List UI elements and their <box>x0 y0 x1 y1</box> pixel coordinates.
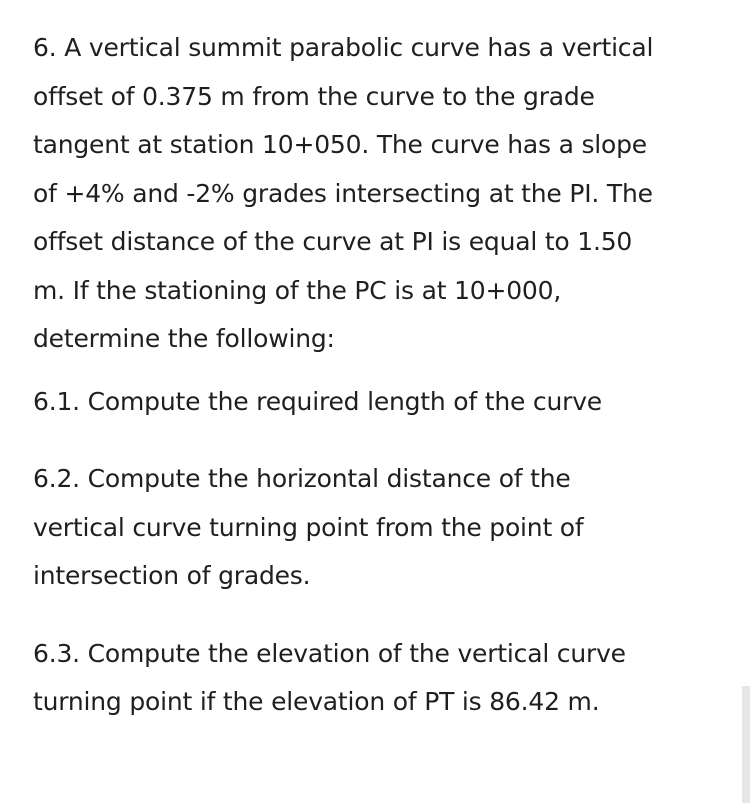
problem-line: tangent at station 10+050. The curve has a slope <box>33 130 647 159</box>
problem-line: of +4% and -2% grades intersecting at the PI. The <box>33 178 653 208</box>
problem-line: offset distance of the curve at PI is equal to 1.50 <box>33 227 633 256</box>
problem-line: m. If the stationing of the PC is at 10+000, <box>33 275 562 305</box>
problem-line: 6. A vertical summit parabolic curve has a vertical <box>33 33 654 62</box>
scrollbar[interactable] <box>742 686 750 803</box>
problem-line: offset of 0.375 m from the curve to the grade <box>33 81 595 111</box>
question-line: 6.1. Compute the required length of the curve <box>33 386 602 416</box>
question-line: vertical curve turning point from the point of <box>33 512 584 542</box>
question-line: intersection of grades. <box>33 561 311 590</box>
question-6-2 <box>33 455 733 601</box>
question-6-1 <box>33 378 733 427</box>
question-6-3 <box>33 630 733 727</box>
problem-line: determine the following: <box>33 324 335 353</box>
problem-statement <box>33 24 733 364</box>
question-line: 6.3. Compute the elevation of the vertical curve <box>33 638 626 668</box>
problem-content <box>33 24 733 727</box>
question-line: turning point if the elevation of PT is 86.42 m. <box>33 687 600 716</box>
question-line: 6.2. Compute the horizontal distance of the <box>33 464 571 493</box>
